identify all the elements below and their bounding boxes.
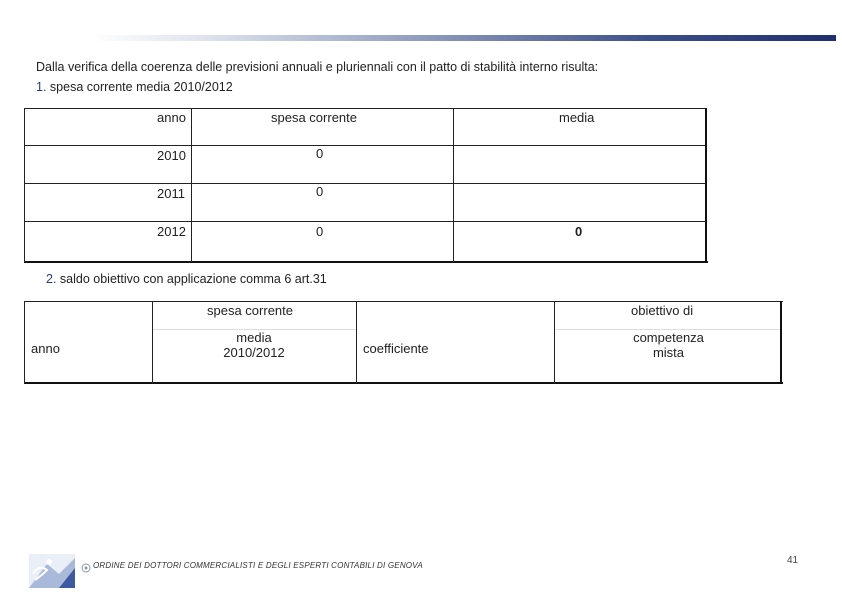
table1-row3-media: 0	[575, 224, 583, 239]
table2-anno: anno	[31, 341, 60, 356]
table1-header-media: media	[559, 110, 595, 125]
table1-row1-anno: 2010	[157, 148, 186, 163]
table2-spesa-corrente: spesa corrente	[207, 303, 293, 318]
item1-number: 1.	[36, 80, 47, 94]
section2-heading	[46, 272, 327, 286]
header-gradient-bar	[90, 35, 836, 41]
table2-obiettivo-di: obiettivo di	[631, 303, 694, 318]
table1-row2-spesa: 0	[316, 184, 324, 199]
page-number: 41	[787, 555, 799, 566]
table1-header-anno: anno	[157, 110, 186, 125]
table2-competenza-header	[556, 330, 781, 360]
item1-text: spesa corrente media 2010/2012	[46, 80, 233, 94]
footer-organization: ORDINE DEI DOTTORI COMMERCIALISTI E DEGLI ESPERTI CONTABILI DI GENOVA	[93, 561, 423, 570]
item1-heading	[36, 80, 233, 94]
table1-row2-anno: 2011	[157, 186, 185, 201]
table1-row3-anno: 2012	[157, 224, 186, 239]
order-logo-icon	[29, 554, 75, 588]
table1-header-spesa: spesa corrente	[271, 110, 357, 125]
table2-media-header	[152, 330, 356, 360]
table2-media-line2: 2010/2012	[223, 345, 285, 360]
table2-media-line1: media	[236, 330, 272, 345]
intro-text: Dalla verifica della coerenza delle previsioni annuali e pluriennali con il patto di stabilità interno risulta:	[36, 60, 599, 74]
table2-coefficiente: coefficiente	[363, 341, 429, 356]
section2-text: saldo obiettivo con applicazione comma 6 art.31	[56, 272, 327, 286]
table1-row3-spesa: 0	[316, 224, 324, 239]
table2-competenza-line1: competenza	[633, 330, 704, 345]
table2-competenza-line2: mista	[652, 345, 685, 360]
table1-row1-spesa: 0	[316, 146, 324, 161]
ornament-icon	[81, 560, 91, 570]
section2-number: 2.	[46, 272, 57, 286]
